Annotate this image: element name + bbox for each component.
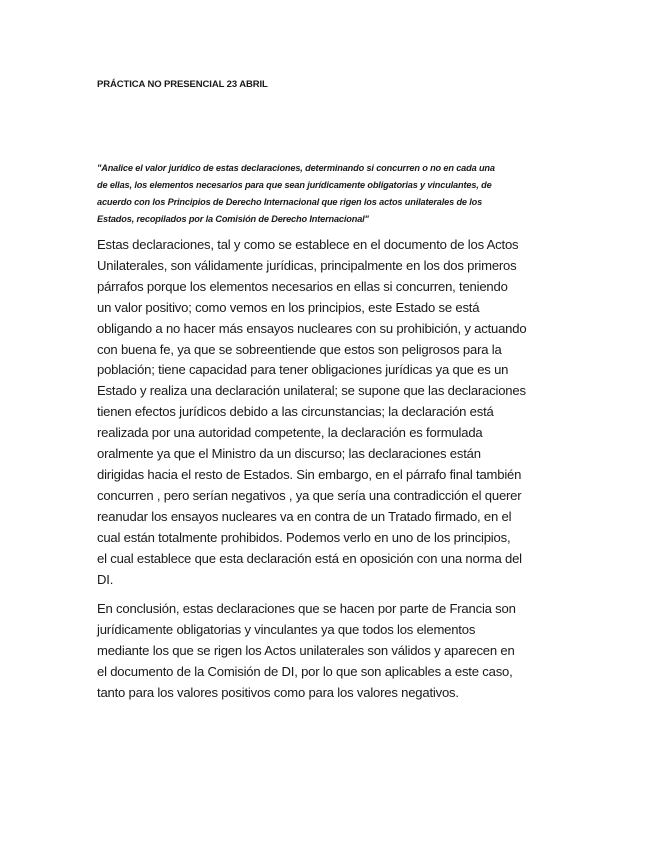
document-title: PRÁCTICA NO PRESENCIAL 23 ABRIL — [97, 79, 268, 90]
paragraph-line: concurren , pero serían negativos , ya que sería una contradicción el querer — [97, 487, 522, 503]
paragraph-line: cual están totalmente prohibidos. Podemos verlo en uno de los principios, — [97, 529, 511, 545]
assignment-prompt — [97, 160, 559, 228]
paragraph-line: un valor positivo; como vemos en los principios, este Estado se está — [97, 299, 480, 315]
paragraph-line: Estado y realiza una declaración unilateral; se supone que las declaraciones — [97, 383, 526, 399]
paragraph-line: mediante los que se rigen los Actos unilaterales son válidos y aparecen en — [97, 642, 515, 658]
paragraph-line: DI. — [97, 571, 114, 587]
paragraph-line: Estas declaraciones, tal y como se establece en el documento de los Actos — [97, 237, 519, 252]
paragraph-line: realizada por una autoridad competente, la declaración es formulada — [97, 425, 483, 441]
paragraph-line: obligando a no hacer más ensayos nucleares con su prohibición, y actuando — [97, 320, 527, 336]
prompt-line: acuerdo con los Principios de Derecho Internacional que rigen los actos unilaterales de los — [97, 197, 483, 207]
paragraph-line: Unilaterales, son válidamente jurídicas, principalmente en los dos primeros — [97, 257, 517, 273]
paragraph-line: con buena fe, ya que se sobreentiende que estos son peligrosos para la — [97, 341, 502, 357]
paragraph-conclusion — [97, 599, 567, 704]
paragraph-line: párrafos porque los elementos necesarios en ellas si concurren, teniendo — [97, 278, 508, 294]
paragraph-line: dirigidas hacia el resto de Estados. Sin embargo, en el párrafo final también — [97, 466, 522, 482]
paragraph-line: población; tiene capacidad para tener obligaciones jurídicas ya que es un — [97, 362, 509, 378]
prompt-line: "Analice el valor jurídico de estas declaraciones, determinando si concurren o no en cada una — [97, 163, 495, 173]
paragraph-analysis — [97, 235, 567, 590]
paragraph-line: tanto para los valores positivos como para los valores negativos. — [97, 684, 459, 700]
paragraph-line: jurídicamente obligatorias y vinculantes ya que todos los elementos — [97, 621, 476, 637]
paragraph-line: el cual establece que esta declaración está en oposición con una norma del — [97, 550, 522, 566]
paragraph-line: el documento de la Comisión de DI, por lo que son aplicables a este caso, — [97, 663, 513, 679]
paragraph-line: reanudar los ensayos nucleares va en contra de un Tratado firmado, en el — [97, 508, 512, 524]
paragraph-line: oralmente ya que el Ministro da un discurso; las declaraciones están — [97, 446, 481, 462]
paragraph-line: En conclusión, estas declaraciones que se hacen por parte de Francia son — [97, 601, 516, 616]
prompt-line: Estados, recopilados por la Comisión de Derecho Internacional" — [97, 214, 369, 224]
paragraph-line: tienen efectos jurídicos debido a las circunstancias; la declaración está — [97, 404, 494, 420]
prompt-line: de ellas, los elementos necesarios para que sean jurídicamente obligatorias y vinculantes, de — [97, 180, 492, 190]
